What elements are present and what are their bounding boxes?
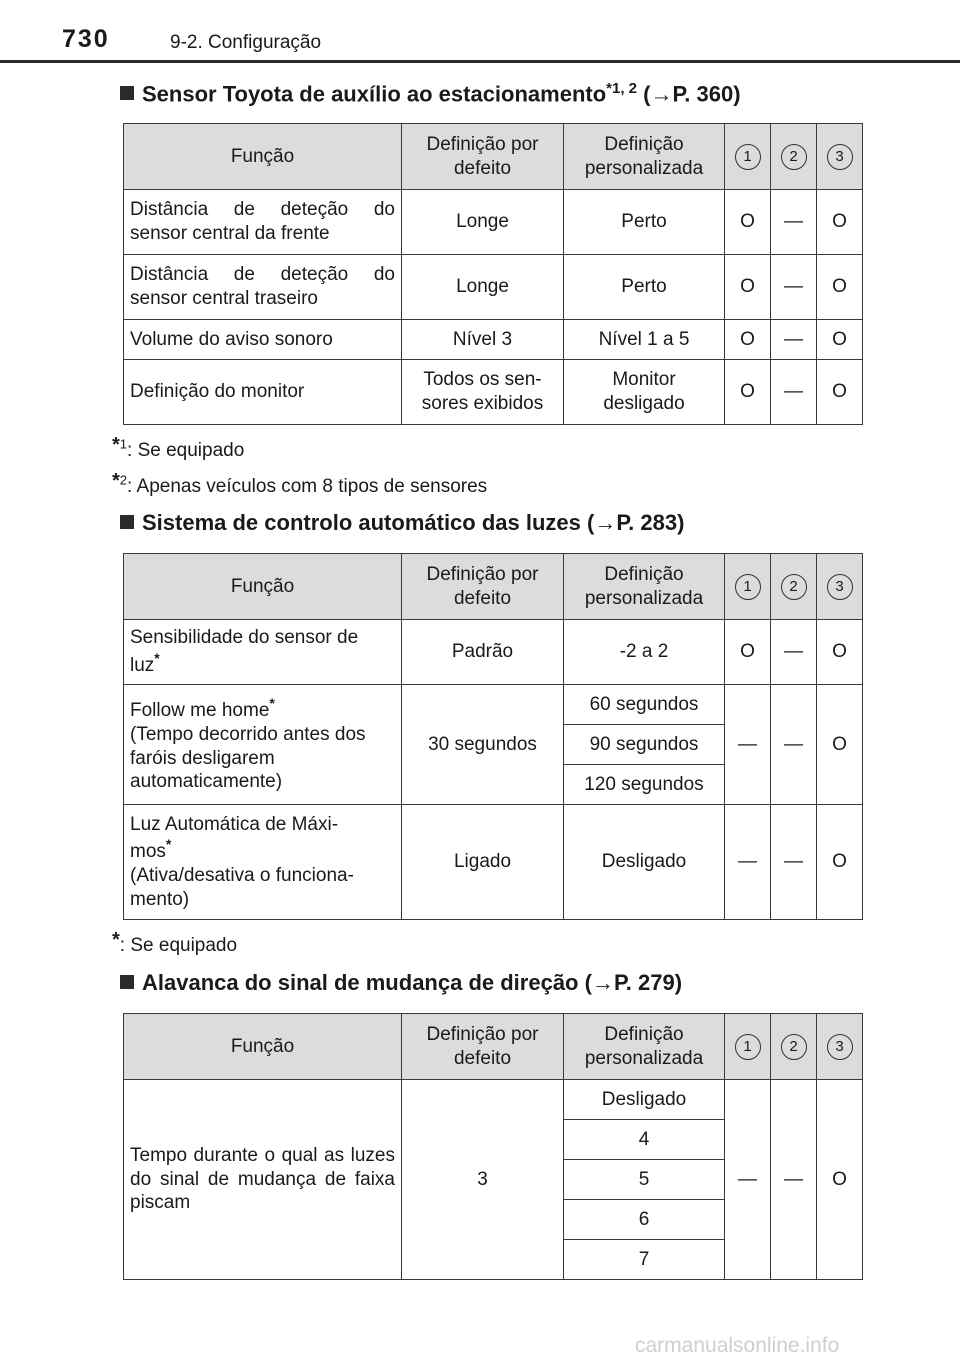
auto-lights-table xyxy=(123,553,863,920)
circle-number-icon: 2 xyxy=(781,574,807,600)
square-bullet-icon xyxy=(120,975,134,989)
section-heading-turn-signal xyxy=(120,970,682,996)
table-row xyxy=(124,360,863,425)
header-default: Definição por defeito xyxy=(402,1014,564,1080)
default-cell: Padrão xyxy=(402,620,564,685)
header-function: Função xyxy=(124,554,402,620)
col2-cell: — xyxy=(771,255,817,320)
custom-cell: Nível 1 a 5 xyxy=(564,320,725,360)
col3-cell: O xyxy=(817,320,863,360)
custom-option-cell: 4 xyxy=(564,1120,725,1160)
parking-sensor-table xyxy=(123,123,863,425)
table-row xyxy=(124,255,863,320)
col2-cell: — xyxy=(771,620,817,685)
default-cell: Longe xyxy=(402,255,564,320)
footnote-asterisk: * xyxy=(165,836,172,853)
heading-text: Sistema de controlo automático das luzes xyxy=(142,510,581,535)
custom-cell: -2 a 2 xyxy=(564,620,725,685)
custom-cell: Perto xyxy=(564,190,725,255)
page-reference-link[interactable]: (→P. 360) xyxy=(643,81,741,107)
header-divider xyxy=(0,60,960,63)
function-cell: Sensibilidade do sensor de luz* xyxy=(124,620,402,685)
table-row xyxy=(124,1080,863,1120)
function-cell: Luz Automática de Máxi- mos* (Ativa/desativa o funciona-mento) xyxy=(124,805,402,920)
header-col3 xyxy=(817,554,863,620)
col1-cell: O xyxy=(725,320,771,360)
custom-option-cell: 5 xyxy=(564,1160,725,1200)
default-cell: 30 segundos xyxy=(402,685,564,805)
table-row xyxy=(124,685,863,725)
table-row xyxy=(124,320,863,360)
col3-cell: O xyxy=(817,620,863,685)
function-cell: Volume do aviso sonoro xyxy=(124,320,402,360)
turn-signal-table xyxy=(123,1013,863,1280)
col1-cell: — xyxy=(725,685,771,805)
circle-number-icon: 3 xyxy=(827,574,853,600)
header-default: Definição por defeito xyxy=(402,124,564,190)
circle-number-icon: 1 xyxy=(735,144,761,170)
circle-number-icon: 2 xyxy=(781,144,807,170)
footnote: *: Se equipado xyxy=(112,929,238,956)
custom-cell: Perto xyxy=(564,255,725,320)
table-header-row xyxy=(124,124,863,190)
col2-cell: — xyxy=(771,805,817,920)
default-cell: Ligado xyxy=(402,805,564,920)
col3-cell: O xyxy=(817,255,863,320)
circle-number-icon: 3 xyxy=(827,1034,853,1060)
heading-superscript: *1, 2 xyxy=(606,80,638,97)
custom-cell: Monitor desligado xyxy=(564,360,725,425)
header-default: Definição por defeito xyxy=(402,554,564,620)
col1-cell: — xyxy=(725,1080,771,1280)
col1-cell: O xyxy=(725,190,771,255)
function-cell: Distância de deteção do sensor central traseiro xyxy=(124,255,402,320)
custom-cell: Desligado xyxy=(564,805,725,920)
header-col1 xyxy=(725,1014,771,1080)
col1-cell: O xyxy=(725,255,771,320)
col3-cell: O xyxy=(817,685,863,805)
header-col3 xyxy=(817,124,863,190)
header-custom: Definição personalizada xyxy=(564,124,725,190)
section-heading-auto-lights xyxy=(120,510,684,536)
col2-cell: — xyxy=(771,320,817,360)
header-function: Função xyxy=(124,124,402,190)
col1-cell: O xyxy=(725,360,771,425)
circle-number-icon: 1 xyxy=(735,1034,761,1060)
custom-option-cell: 90 segundos xyxy=(564,725,725,765)
table-row xyxy=(124,620,863,685)
col2-cell: — xyxy=(771,360,817,425)
custom-option-cell: 120 segundos xyxy=(564,765,725,805)
heading-text: Sensor Toyota de auxílio ao estacionamento xyxy=(142,81,607,107)
custom-option-cell: 6 xyxy=(564,1200,725,1240)
col2-cell: — xyxy=(771,1080,817,1280)
header-custom: Definição personalizada xyxy=(564,554,725,620)
default-cell: 3 xyxy=(402,1080,564,1280)
watermark: carmanualsonline.info xyxy=(635,1334,840,1357)
function-cell: Definição do monitor xyxy=(124,360,402,425)
page-reference-link[interactable]: (→P. 279) xyxy=(584,970,683,995)
square-bullet-icon xyxy=(120,86,134,100)
header-custom: Definição personalizada xyxy=(564,1014,725,1080)
table-row xyxy=(124,805,863,920)
header-col2 xyxy=(771,554,817,620)
circle-number-icon: 3 xyxy=(827,144,853,170)
default-cell: Todos os sen- sores exibidos xyxy=(402,360,564,425)
custom-option-cell: 60 segundos xyxy=(564,685,725,725)
circle-number-icon: 2 xyxy=(781,1034,807,1060)
heading-text: Alavanca do sinal de mudança de direção xyxy=(142,970,579,995)
circle-number-icon: 1 xyxy=(735,574,761,600)
section-heading-parking-sensor xyxy=(120,80,741,107)
table-header-row xyxy=(124,1014,863,1080)
table-header-row xyxy=(124,554,863,620)
page-header xyxy=(0,0,960,62)
col2-cell: — xyxy=(771,190,817,255)
col3-cell: O xyxy=(817,190,863,255)
col3-cell: O xyxy=(817,805,863,920)
footnote: *$^2$: Apenas veículos com 8 tipos de sensores xyxy=(112,470,488,497)
footnote: *$^1$: Se equipado xyxy=(112,434,245,461)
col2-cell: — xyxy=(771,685,817,805)
custom-option-cell: 7 xyxy=(564,1240,725,1280)
col3-cell: O xyxy=(817,1080,863,1280)
header-col2 xyxy=(771,124,817,190)
col1-cell: O xyxy=(725,620,771,685)
footnote-asterisk: * xyxy=(269,695,275,711)
footnote-asterisk: * xyxy=(154,650,160,666)
page-reference-link[interactable]: (→P. 283) xyxy=(587,510,685,535)
header-col2 xyxy=(771,1014,817,1080)
col3-cell: O xyxy=(817,360,863,425)
page-number: 730 xyxy=(62,25,110,53)
function-cell: Distância de deteção do sensor central da frente xyxy=(124,190,402,255)
header-function: Função xyxy=(124,1014,402,1080)
section-title: 9-2. Configuração xyxy=(170,32,322,53)
custom-option-cell: Desligado xyxy=(564,1080,725,1120)
default-cell: Longe xyxy=(402,190,564,255)
square-bullet-icon xyxy=(120,515,134,529)
function-cell: Follow me home* (Tempo decorrido antes dos faróis desligarem automaticamente) xyxy=(124,685,402,805)
header-col3 xyxy=(817,1014,863,1080)
header-col1 xyxy=(725,124,771,190)
header-col1 xyxy=(725,554,771,620)
table-row xyxy=(124,190,863,255)
col1-cell: — xyxy=(725,805,771,920)
default-cell: Nível 3 xyxy=(402,320,564,360)
function-cell: Tempo durante o qual as luzes do sinal de mudança de faixa piscam xyxy=(124,1080,402,1280)
